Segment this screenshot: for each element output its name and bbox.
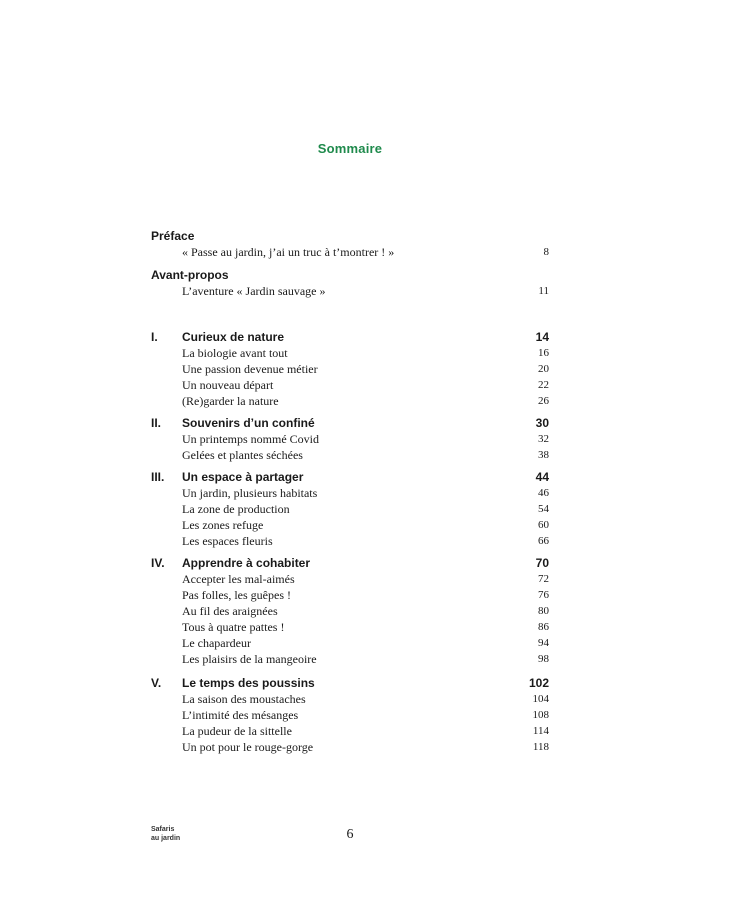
- entry-page: 80: [538, 605, 549, 617]
- toc-entry[interactable]: [151, 345, 549, 361]
- toc-entry[interactable]: [151, 587, 549, 603]
- toc-entry[interactable]: [151, 244, 549, 260]
- entry-label: Un pot pour le rouge-gorge: [182, 740, 314, 754]
- chapter-title: Apprendre à cohabiter: [182, 556, 311, 570]
- toc-entry[interactable]: [151, 393, 549, 409]
- chapter-heading[interactable]: [151, 329, 549, 345]
- toc-entry[interactable]: [151, 651, 549, 667]
- preface-heading[interactable]: [151, 228, 549, 244]
- entry-page: 54: [538, 503, 549, 515]
- toc-entry[interactable]: [151, 517, 549, 533]
- entry-page: 16: [538, 347, 549, 359]
- entry-page: 20: [538, 363, 549, 375]
- entry-page: 76: [538, 589, 549, 601]
- entry-label: La saison des moustaches: [182, 692, 306, 706]
- book-title-line: Safaris: [151, 826, 175, 833]
- section-title: Préface: [151, 229, 195, 243]
- entry-page: 66: [538, 535, 549, 547]
- entry-page: 46: [538, 487, 549, 499]
- entry-label: Pas folles, les guêpes !: [182, 588, 291, 602]
- entry-page: 108: [532, 709, 549, 721]
- chapter-title: Un espace à partager: [182, 470, 304, 484]
- chapter-title: Souvenirs d’un confiné: [182, 416, 315, 430]
- entry-page: 8: [543, 246, 549, 258]
- entry-page: 60: [538, 519, 549, 531]
- entry-label: Tous à quatre pattes !: [182, 620, 285, 634]
- entry-page: 11: [538, 285, 549, 297]
- entry-page: 26: [538, 395, 549, 407]
- entry-page: 104: [532, 693, 549, 705]
- chapter-numeral: V.: [151, 676, 162, 690]
- toc-entry[interactable]: [151, 571, 549, 587]
- table-of-contents: [151, 228, 549, 754]
- toc-entry[interactable]: [151, 691, 549, 707]
- entry-label: Un nouveau départ: [182, 378, 274, 392]
- toc-entry[interactable]: [151, 603, 549, 619]
- chapter-page: 70: [535, 556, 549, 570]
- chapter-heading[interactable]: [151, 675, 549, 691]
- toc-entry[interactable]: [151, 485, 549, 501]
- chapter-page: 14: [535, 330, 549, 344]
- page-title: Sommaire: [317, 141, 383, 156]
- entry-label: Un jardin, plusieurs habitats: [182, 486, 318, 500]
- entry-page: 114: [532, 725, 549, 737]
- entry-label: Gelées et plantes séchées: [182, 448, 303, 462]
- toc-entry[interactable]: [151, 361, 549, 377]
- chapter-heading[interactable]: [151, 469, 549, 485]
- entry-page: 72: [538, 573, 549, 585]
- toc-entry[interactable]: [151, 635, 549, 651]
- book-title-line: au jardin: [151, 835, 181, 842]
- toc-entry[interactable]: [151, 707, 549, 723]
- entry-page: 86: [538, 621, 549, 633]
- entry-label: La zone de production: [182, 502, 290, 516]
- entry-label: La pudeur de la sittelle: [182, 724, 292, 738]
- chapter-numeral: IV.: [151, 556, 165, 570]
- entry-label: Accepter les mal-aimés: [182, 572, 295, 586]
- chapter-numeral: I.: [151, 330, 158, 344]
- toc-entry[interactable]: [151, 447, 549, 463]
- chapter-page: 102: [528, 676, 549, 690]
- entry-label: « Passe au jardin, j’ai un truc à t’montrer ! »: [182, 245, 395, 259]
- entry-label: La biologie avant tout: [182, 346, 288, 360]
- toc-entry[interactable]: [151, 501, 549, 517]
- chapter-numeral: II.: [151, 416, 162, 430]
- chapter-heading[interactable]: [151, 415, 549, 431]
- entry-page: 94: [538, 637, 549, 649]
- entry-label: L’aventure « Jardin sauvage »: [182, 284, 326, 298]
- entry-label: Un printemps nommé Covid: [182, 432, 319, 446]
- entry-page: 32: [538, 433, 549, 445]
- chapter-numeral: III.: [151, 470, 165, 484]
- toc-entry[interactable]: [151, 533, 549, 549]
- toc-entry[interactable]: [151, 377, 549, 393]
- chapter-page: 30: [535, 416, 549, 430]
- chapter-title: Curieux de nature: [182, 330, 285, 344]
- toc-entry[interactable]: [151, 619, 549, 635]
- entry-label: (Re)garder la nature: [182, 394, 279, 408]
- toc-entry[interactable]: [151, 723, 549, 739]
- section-title: Avant-propos: [151, 268, 229, 282]
- entry-page: 98: [538, 653, 549, 665]
- entry-label: L’intimité des mésanges: [182, 708, 299, 722]
- entry-label: Une passion devenue métier: [182, 362, 318, 376]
- chapter-title: Le temps des poussins: [182, 676, 315, 690]
- chapter-heading[interactable]: [151, 555, 549, 571]
- toc-entry[interactable]: [151, 283, 549, 299]
- chapter-page: 44: [535, 470, 549, 484]
- entry-label: Les espaces fleuris: [182, 534, 273, 548]
- toc-entry[interactable]: [151, 431, 549, 447]
- entry-label: Les plaisirs de la mangeoire: [182, 652, 317, 666]
- avant-propos-heading[interactable]: [151, 267, 549, 283]
- entry-page: 118: [532, 741, 549, 753]
- entry-label: Le chapardeur: [182, 636, 251, 650]
- toc-entry[interactable]: [151, 739, 549, 755]
- entry-label: Les zones refuge: [182, 518, 264, 532]
- entry-page: 38: [538, 449, 549, 461]
- entry-label: Au fil des araignées: [182, 604, 278, 618]
- entry-page: 22: [538, 379, 549, 391]
- page-number: 6: [346, 827, 354, 842]
